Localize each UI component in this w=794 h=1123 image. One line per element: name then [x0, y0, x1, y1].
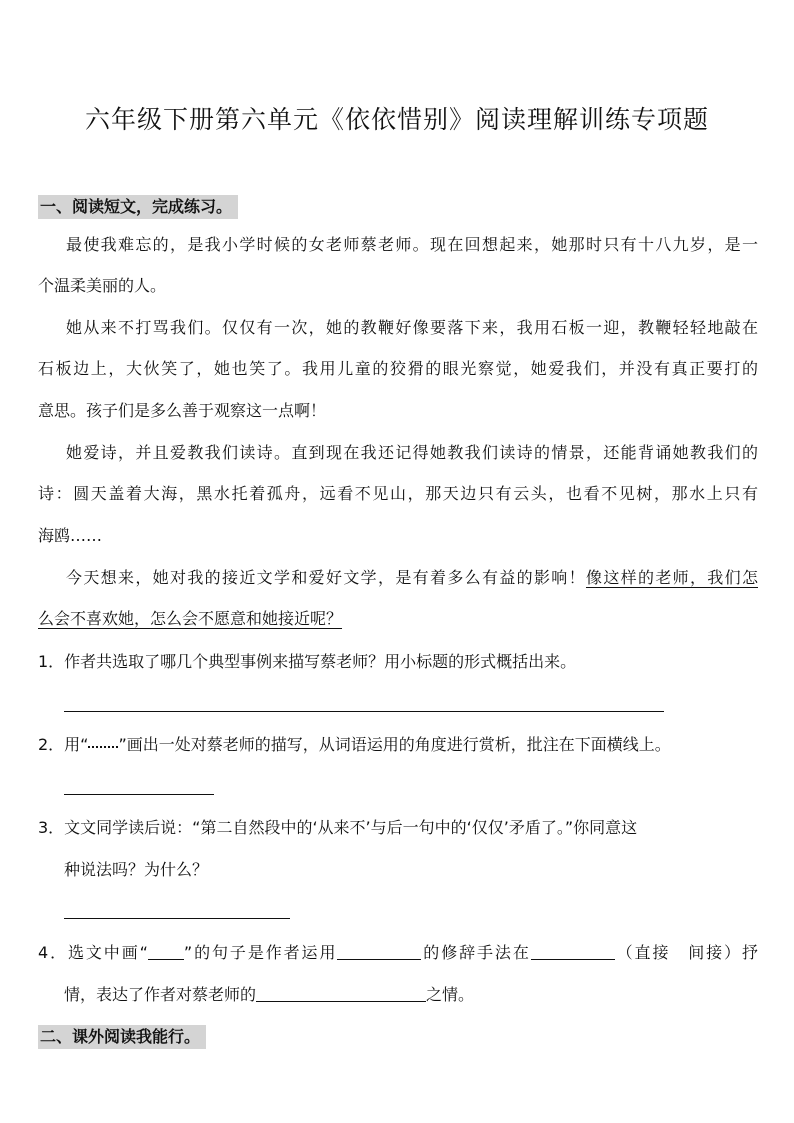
- q4-line2-a: 情，表达了作者对蔡老师的: [64, 985, 257, 1004]
- passage-p2-line2: 石板边上，大伙笑了，她也笑了。我用儿童的狡猾的眼光察觉，她爱我们，并没有真正要打的: [38, 359, 758, 378]
- passage-p4-plain: 今天想来，她对我的接近文学和爱好文学，是有着多么有益的影响！: [66, 568, 586, 587]
- q4-part-c: 的修辞手法在: [421, 943, 531, 962]
- q4-part-d: （直接 间接）抒: [614, 943, 758, 962]
- q4-line2-b: 之情。: [426, 985, 475, 1004]
- wavy-line-mark: [88, 736, 118, 748]
- question-4-line1: [38, 941, 758, 965]
- underlined-sentence-part2: 么会不喜欢她，怎么会不愿意和她接近呢？: [38, 609, 343, 628]
- passage-p4-line2: [38, 607, 758, 631]
- answer-line-q3[interactable]: [64, 918, 290, 919]
- q4-part-b: ”的句子是作者运用: [183, 943, 338, 962]
- page-title: 六年级下册第六单元《依依惜别》阅读理解训练专项题: [84, 105, 709, 134]
- passage-p2-line3: 意思。孩子们是多么善于观察这一点啊！: [38, 401, 327, 420]
- answer-line-q2[interactable]: [64, 794, 214, 795]
- passage-p3-line3: 海鸥……: [38, 526, 103, 545]
- section-1-heading: 一、阅读短文，完成练习。: [38, 195, 238, 219]
- q4-part-a: 4．选文中画“: [38, 943, 148, 962]
- passage-p2-line1: 她从来不打骂我们。仅仅有一次，她的教鞭好像要落下来，我用石板一迎，教鞭轻轻地敲在: [66, 318, 758, 337]
- passage-p1-line2: 个温柔美丽的人。: [38, 276, 167, 295]
- underlined-sentence-part1: 像这样的老师，我们怎: [585, 568, 758, 587]
- section-2-heading: 二、课外阅读我能行。: [38, 1025, 206, 1049]
- blank-direct-indirect[interactable]: [531, 943, 615, 960]
- blank-rhetoric[interactable]: [337, 943, 421, 960]
- q2-prefix: 2．用“: [38, 735, 89, 754]
- question-3-line1: 3．文文同学读后说：“第二自然段中的‘从来不’与后一句中的‘仅仅’矛盾了。”你同意这: [38, 818, 638, 837]
- answer-line-q1[interactable]: [64, 711, 664, 712]
- passage-p3-line2: 诗：圆天盖着大海，黑水托着孤舟，远看不见山，那天边只有云头，也看不见树，那水上只有: [38, 484, 758, 503]
- question-2: [38, 733, 758, 757]
- question-4-line2: [64, 983, 758, 1007]
- straight-line-mark: [148, 943, 184, 960]
- passage-p4-line1: [38, 566, 758, 590]
- blank-emotion[interactable]: [256, 985, 426, 1002]
- passage-p1-line1: 最使我难忘的，是我小学时候的女老师蔡老师。现在回想起来，她那时只有十八九岁，是一: [66, 235, 758, 254]
- passage-p3-line1: 她爱诗，并且爱教我们读诗。直到现在我还记得她教我们读诗的情景，还能背诵她教我们的: [66, 443, 758, 462]
- q2-suffix: ”画出一处对蔡老师的描写，从词语运用的角度进行赏析，批注在下面横线上。: [118, 735, 671, 754]
- question-3-line2: 种说法吗？为什么？: [64, 860, 209, 879]
- question-1: 1．作者共选取了哪几个典型事例来描写蔡老师？用小标题的形式概括出来。: [38, 652, 577, 671]
